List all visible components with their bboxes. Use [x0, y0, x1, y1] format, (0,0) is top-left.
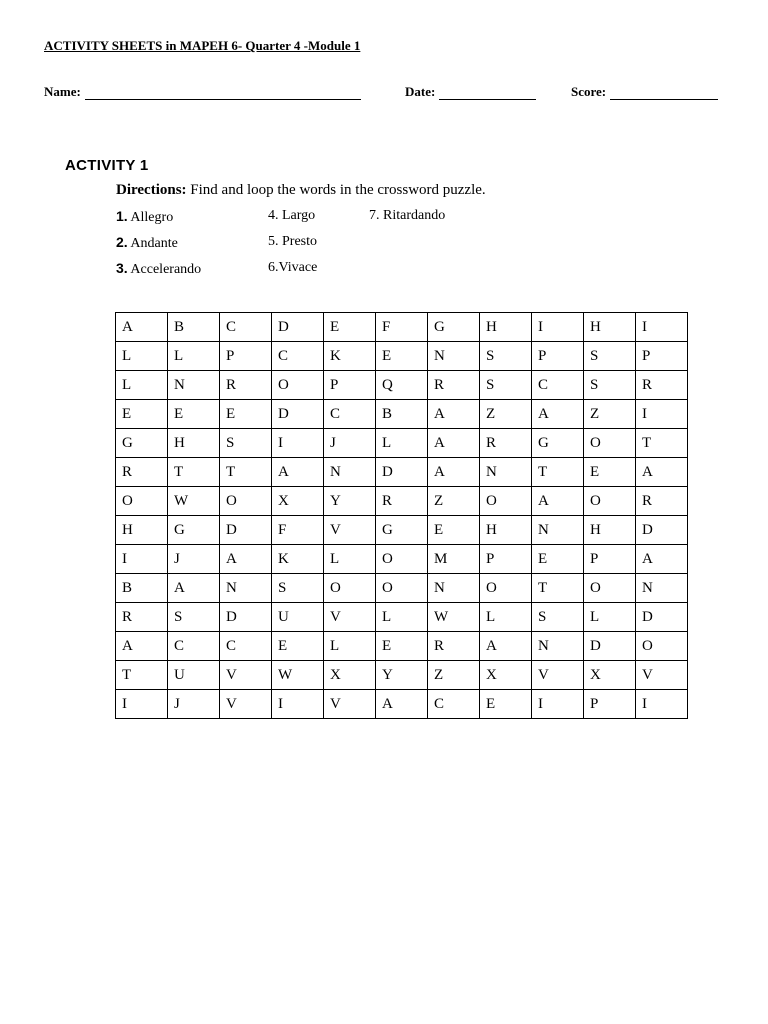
grid-row: [116, 516, 688, 545]
grid-cell[interactable]: W: [168, 487, 220, 516]
score-field[interactable]: [571, 84, 718, 100]
grid-row: [116, 603, 688, 632]
grid-cell[interactable]: N: [532, 516, 584, 545]
grid-cell[interactable]: E: [428, 516, 480, 545]
grid-cell[interactable]: J: [168, 545, 220, 574]
grid-cell[interactable]: A: [636, 458, 688, 487]
grid-cell[interactable]: E: [168, 400, 220, 429]
word-item-2: [116, 234, 178, 252]
grid-cell[interactable]: V: [636, 661, 688, 690]
grid-cell[interactable]: I: [532, 690, 584, 719]
grid-cell[interactable]: L: [324, 545, 376, 574]
grid-cell[interactable]: L: [324, 632, 376, 661]
grid-cell[interactable]: N: [532, 632, 584, 661]
grid-cell[interactable]: V: [324, 603, 376, 632]
grid-cell[interactable]: A: [480, 632, 532, 661]
grid-row: [116, 342, 688, 371]
grid-cell[interactable]: A: [636, 545, 688, 574]
grid-cell[interactable]: G: [532, 429, 584, 458]
grid-cell[interactable]: Z: [480, 400, 532, 429]
grid-cell[interactable]: I: [636, 313, 688, 342]
grid-cell[interactable]: D: [272, 400, 324, 429]
grid-cell[interactable]: D: [376, 458, 428, 487]
grid-cell[interactable]: V: [532, 661, 584, 690]
activity-title: ACTIVITY 1: [65, 157, 149, 174]
grid-cell[interactable]: E: [532, 545, 584, 574]
grid-cell[interactable]: A: [116, 632, 168, 661]
score-blank-line[interactable]: [610, 87, 718, 100]
worksheet-title: ACTIVITY SHEETS in MAPEH 6- Quarter 4 -Module 1: [44, 38, 361, 53]
grid-cell[interactable]: X: [480, 661, 532, 690]
directions-label: Directions:: [116, 182, 187, 198]
grid-cell[interactable]: O: [480, 574, 532, 603]
grid-cell[interactable]: A: [220, 545, 272, 574]
word-number: 3.: [116, 260, 128, 276]
grid-cell[interactable]: D: [220, 603, 272, 632]
grid-cell[interactable]: M: [428, 545, 480, 574]
grid-cell[interactable]: O: [636, 632, 688, 661]
grid-cell[interactable]: O: [272, 371, 324, 400]
grid-cell[interactable]: P: [636, 342, 688, 371]
grid-cell[interactable]: I: [116, 690, 168, 719]
word-number: 5.: [268, 234, 279, 249]
date-blank-line[interactable]: [439, 87, 536, 100]
grid-cell[interactable]: T: [532, 458, 584, 487]
grid-cell[interactable]: A: [532, 487, 584, 516]
grid-cell[interactable]: H: [480, 516, 532, 545]
grid-cell[interactable]: R: [480, 429, 532, 458]
grid-cell[interactable]: J: [324, 429, 376, 458]
word-text: Allegro: [130, 210, 174, 225]
grid-cell[interactable]: E: [584, 458, 636, 487]
grid-cell[interactable]: S: [272, 574, 324, 603]
word-number: 6.: [268, 260, 279, 275]
grid-cell[interactable]: T: [532, 574, 584, 603]
grid-row: [116, 487, 688, 516]
grid-cell[interactable]: I: [116, 545, 168, 574]
grid-cell[interactable]: Q: [376, 371, 428, 400]
directions: [116, 182, 486, 199]
word-text: Andante: [130, 236, 178, 251]
grid-cell[interactable]: U: [168, 661, 220, 690]
grid-cell[interactable]: A: [428, 429, 480, 458]
word-item-3: [116, 260, 201, 278]
name-label: Name:: [44, 84, 81, 99]
grid-cell[interactable]: C: [272, 342, 324, 371]
word-item-1: [116, 208, 173, 226]
grid-cell[interactable]: H: [584, 313, 636, 342]
directions-text: Find and loop the words in the crossword puzzle.: [186, 182, 486, 198]
grid-cell[interactable]: R: [636, 487, 688, 516]
grid-cell[interactable]: L: [116, 342, 168, 371]
word-number: 4.: [268, 208, 279, 223]
grid-cell[interactable]: B: [168, 313, 220, 342]
grid-row: [116, 545, 688, 574]
word-text: Largo: [282, 208, 316, 223]
grid-cell[interactable]: U: [272, 603, 324, 632]
grid-cell[interactable]: G: [376, 516, 428, 545]
grid-row: [116, 458, 688, 487]
grid-cell[interactable]: I: [532, 313, 584, 342]
grid-cell[interactable]: Y: [376, 661, 428, 690]
grid-cell[interactable]: T: [220, 458, 272, 487]
grid-row: [116, 690, 688, 719]
grid-cell[interactable]: R: [116, 458, 168, 487]
grid-row: [116, 632, 688, 661]
grid-cell[interactable]: G: [168, 516, 220, 545]
grid-cell[interactable]: T: [168, 458, 220, 487]
grid-cell[interactable]: A: [272, 458, 324, 487]
grid-cell[interactable]: K: [272, 545, 324, 574]
grid-cell[interactable]: I: [272, 429, 324, 458]
word-item-5: [268, 234, 317, 250]
grid-cell[interactable]: E: [220, 400, 272, 429]
grid-cell[interactable]: R: [220, 371, 272, 400]
date-label: Date:: [405, 84, 436, 99]
grid-cell[interactable]: O: [480, 487, 532, 516]
word-text: Ritardando: [383, 208, 446, 223]
word-text: Accelerando: [130, 262, 202, 277]
grid-cell[interactable]: I: [636, 400, 688, 429]
grid-cell[interactable]: S: [480, 371, 532, 400]
grid-cell[interactable]: Z: [428, 487, 480, 516]
grid-cell[interactable]: R: [428, 371, 480, 400]
grid-cell[interactable]: P: [480, 545, 532, 574]
grid-cell[interactable]: R: [376, 487, 428, 516]
grid-cell[interactable]: H: [168, 429, 220, 458]
grid-cell[interactable]: N: [480, 458, 532, 487]
grid-cell[interactable]: L: [480, 603, 532, 632]
grid-cell[interactable]: E: [480, 690, 532, 719]
word-number: 1.: [116, 208, 128, 224]
grid-cell[interactable]: Y: [324, 487, 376, 516]
grid-cell[interactable]: P: [220, 342, 272, 371]
grid-cell[interactable]: L: [584, 603, 636, 632]
score-label: Score:: [571, 84, 607, 99]
grid-cell[interactable]: N: [220, 574, 272, 603]
grid-row: [116, 661, 688, 690]
grid-cell[interactable]: A: [428, 458, 480, 487]
grid-cell[interactable]: S: [532, 603, 584, 632]
grid-cell[interactable]: Z: [584, 400, 636, 429]
grid-cell[interactable]: P: [532, 342, 584, 371]
grid-cell[interactable]: W: [272, 661, 324, 690]
grid-cell[interactable]: A: [532, 400, 584, 429]
grid-cell[interactable]: S: [584, 342, 636, 371]
word-number: 2.: [116, 234, 128, 250]
grid-cell[interactable]: A: [168, 574, 220, 603]
grid-cell[interactable]: O: [116, 487, 168, 516]
grid-cell[interactable]: O: [584, 574, 636, 603]
grid-cell[interactable]: L: [116, 371, 168, 400]
grid-cell[interactable]: P: [584, 690, 636, 719]
grid-cell[interactable]: A: [376, 690, 428, 719]
grid-cell[interactable]: D: [220, 516, 272, 545]
grid-row: [116, 400, 688, 429]
grid-row: [116, 313, 688, 342]
grid-cell[interactable]: R: [428, 632, 480, 661]
grid-cell[interactable]: C: [220, 632, 272, 661]
grid-cell[interactable]: E: [376, 342, 428, 371]
grid-cell[interactable]: E: [116, 400, 168, 429]
grid-cell[interactable]: S: [168, 603, 220, 632]
grid-cell[interactable]: E: [272, 632, 324, 661]
grid-cell[interactable]: D: [636, 516, 688, 545]
grid-cell[interactable]: V: [220, 690, 272, 719]
grid-cell[interactable]: O: [376, 574, 428, 603]
grid-cell[interactable]: N: [324, 458, 376, 487]
grid-cell[interactable]: A: [116, 313, 168, 342]
grid-cell[interactable]: S: [480, 342, 532, 371]
grid-cell[interactable]: P: [584, 545, 636, 574]
grid-cell[interactable]: Z: [428, 661, 480, 690]
grid-cell[interactable]: E: [324, 313, 376, 342]
grid-cell[interactable]: W: [428, 603, 480, 632]
name-blank-line[interactable]: [85, 87, 361, 100]
grid-cell[interactable]: A: [428, 400, 480, 429]
grid-cell[interactable]: C: [168, 632, 220, 661]
grid-cell[interactable]: O: [376, 545, 428, 574]
grid-cell[interactable]: S: [220, 429, 272, 458]
grid-cell[interactable]: H: [116, 516, 168, 545]
grid-cell[interactable]: R: [636, 371, 688, 400]
grid-cell[interactable]: L: [168, 342, 220, 371]
grid-cell[interactable]: D: [584, 632, 636, 661]
word-number: 7.: [369, 208, 380, 223]
grid-row: [116, 574, 688, 603]
grid-cell[interactable]: J: [168, 690, 220, 719]
grid-cell[interactable]: C: [428, 690, 480, 719]
grid-cell[interactable]: O: [324, 574, 376, 603]
name-field[interactable]: [44, 84, 361, 100]
word-item-4: [268, 208, 315, 224]
grid-cell[interactable]: C: [324, 400, 376, 429]
grid-cell[interactable]: V: [324, 690, 376, 719]
grid-cell[interactable]: L: [376, 603, 428, 632]
grid-cell[interactable]: H: [480, 313, 532, 342]
grid-cell[interactable]: H: [584, 516, 636, 545]
grid-cell[interactable]: N: [428, 574, 480, 603]
word-search-table: [115, 312, 688, 719]
grid-row: [116, 371, 688, 400]
grid-cell[interactable]: D: [636, 603, 688, 632]
grid-cell[interactable]: N: [428, 342, 480, 371]
grid-row: [116, 429, 688, 458]
grid-cell[interactable]: T: [116, 661, 168, 690]
grid-cell[interactable]: N: [636, 574, 688, 603]
grid-cell[interactable]: B: [116, 574, 168, 603]
grid-cell[interactable]: I: [272, 690, 324, 719]
grid-cell[interactable]: X: [324, 661, 376, 690]
grid-cell[interactable]: C: [220, 313, 272, 342]
grid-cell[interactable]: N: [168, 371, 220, 400]
date-field[interactable]: [405, 84, 536, 100]
grid-cell[interactable]: C: [532, 371, 584, 400]
grid-cell[interactable]: K: [324, 342, 376, 371]
grid-cell[interactable]: L: [376, 429, 428, 458]
grid-cell[interactable]: S: [584, 371, 636, 400]
grid-cell[interactable]: D: [272, 313, 324, 342]
grid-cell[interactable]: O: [220, 487, 272, 516]
word-text: Presto: [282, 234, 317, 249]
grid-cell[interactable]: R: [116, 603, 168, 632]
grid-cell[interactable]: X: [584, 661, 636, 690]
grid-cell[interactable]: O: [584, 429, 636, 458]
word-search-grid: [115, 312, 688, 719]
grid-cell[interactable]: T: [636, 429, 688, 458]
grid-cell[interactable]: O: [584, 487, 636, 516]
grid-cell[interactable]: F: [272, 516, 324, 545]
word-item-7: [369, 208, 445, 224]
grid-cell[interactable]: G: [116, 429, 168, 458]
grid-cell[interactable]: V: [220, 661, 272, 690]
student-info-row: [0, 84, 768, 106]
grid-cell[interactable]: B: [376, 400, 428, 429]
grid-cell[interactable]: F: [376, 313, 428, 342]
grid-cell[interactable]: P: [324, 371, 376, 400]
grid-cell[interactable]: E: [376, 632, 428, 661]
grid-cell[interactable]: X: [272, 487, 324, 516]
word-item-6: [268, 260, 317, 276]
grid-cell[interactable]: V: [324, 516, 376, 545]
word-text: Vivace: [278, 260, 318, 275]
grid-cell[interactable]: I: [636, 690, 688, 719]
grid-cell[interactable]: G: [428, 313, 480, 342]
